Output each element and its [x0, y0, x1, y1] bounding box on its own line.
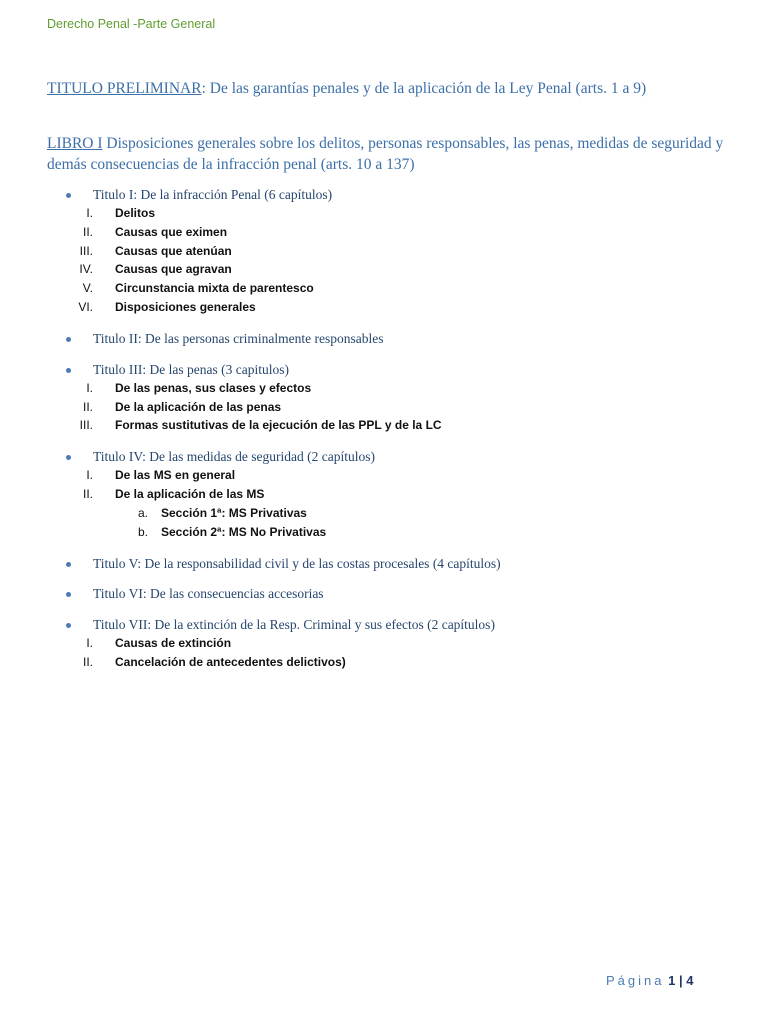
list-item: Formas sustitutivas de la ejecución de las PPL y de la LC: [115, 418, 442, 432]
list-number: I.: [86, 636, 93, 650]
titulo-preliminar-text: : De las garantías penales y de la aplicación de la Ley Penal (arts. 1 a 9): [201, 80, 647, 97]
list-item: Disposiciones generales: [115, 300, 256, 314]
titulo-label: Titulo VII: De la extinción de la Resp. Criminal y sus efectos (2 capítulos): [93, 617, 495, 632]
page-label: Página: [606, 973, 665, 988]
list-number: I.: [86, 206, 93, 220]
page-total: 4: [686, 973, 694, 988]
titulo-label: Titulo II: De las personas criminalmente responsables: [93, 331, 384, 346]
list-number: II.: [82, 400, 93, 414]
list-item: Causas que eximen: [115, 225, 228, 239]
bullet-icon: [66, 623, 71, 628]
list-item: Delitos: [115, 206, 156, 220]
titulo-preliminar-heading: [47, 78, 727, 99]
list-number: V.: [82, 281, 93, 295]
titulo-preliminar-lead: TITULO PRELIMINAR: [47, 80, 202, 97]
list-number: III.: [79, 244, 93, 258]
titulo-label: Titulo I: De la infracción Penal (6 capítulos): [93, 187, 333, 202]
list-item: De las MS en general: [115, 468, 236, 482]
titulo-label: Titulo III: De las penas (3 capitulos): [93, 362, 289, 377]
list-item: Causas de extinción: [115, 636, 232, 650]
libro-i-text: Disposiciones generales sobre los delitos, personas responsables, las penas, medidas de seguridad y demás consecuencias de la infracción penal (arts. 10 a 137): [47, 135, 724, 173]
page-separator: |: [675, 973, 687, 988]
bullet-icon: [66, 193, 71, 198]
list-number: I.: [86, 468, 93, 482]
list-item: Circunstancia mixta de parentesco: [115, 281, 314, 295]
list-number: II.: [82, 655, 93, 669]
list-number: VI.: [78, 300, 93, 314]
list-item: De la aplicación de las MS: [115, 487, 265, 501]
titulo-label: Titulo V: De la responsabilidad civil y de las costas procesales (4 capítulos): [93, 556, 501, 571]
bullet-icon: [66, 337, 71, 342]
list-item: Causas que agravan: [115, 262, 232, 276]
list-item: De las penas, sus clases y efectos: [115, 381, 312, 395]
list-number: III.: [79, 418, 93, 432]
bullet-icon: [66, 592, 71, 597]
bullet-icon: [66, 562, 71, 567]
bullet-icon: [66, 368, 71, 373]
running-header: Derecho Penal -Parte General: [47, 17, 216, 31]
list-number: II.: [82, 225, 93, 239]
list-number: I.: [86, 381, 93, 395]
sublist-item: Sección 2ª: MS No Privativas: [161, 525, 327, 539]
list-item: Causas que atenúan: [115, 244, 232, 258]
titulo-label: Titulo VI: De las consecuencias accesorias: [93, 586, 324, 601]
sublist-item: Sección 1ª: MS Privativas: [161, 506, 307, 520]
sublist-letter: b.: [137, 525, 148, 539]
list-number: IV.: [79, 262, 93, 276]
libro-i-lead: LIBRO I: [47, 135, 103, 152]
page-footer: [606, 973, 693, 988]
bullet-icon: [66, 455, 71, 460]
titulo-label: Titulo IV: De las medidas de seguridad (2 capítulos): [93, 449, 375, 464]
page-current: 1: [668, 973, 676, 988]
list-item: De la aplicación de las penas: [115, 400, 282, 414]
libro-i-heading: [47, 133, 727, 175]
sublist-letter: a.: [137, 506, 148, 520]
list-number: II.: [82, 487, 93, 501]
list-item: Cancelación de antecedentes delictivos): [115, 655, 346, 669]
